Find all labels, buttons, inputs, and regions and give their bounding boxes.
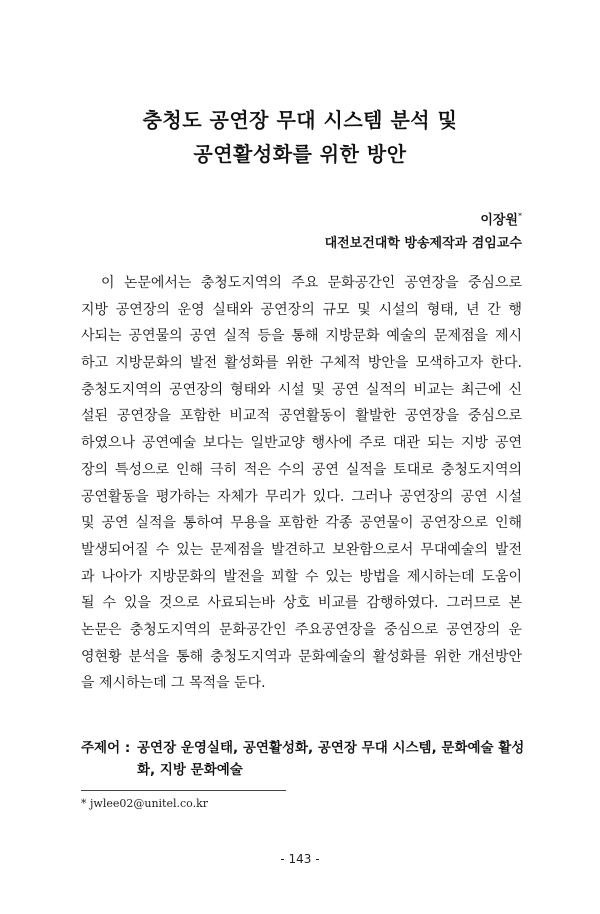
keywords-list (137, 737, 524, 781)
page-number: - 143 - (280, 852, 320, 866)
abstract-line: 공연활동을 평가하는 자체가 무리가 있다. 그러나 공연장의 공연 시설 (81, 488, 522, 505)
abstract-line: 장의 특성으로 인해 극히 적은 수의 공연 실적을 토대로 충청도지역의 (81, 461, 522, 478)
abstract-line: 설된 공연장을 포함한 비교적 공연활동이 활발한 공연장을 중심으로 (81, 408, 522, 425)
author-name (480, 209, 522, 228)
abstract-line: 지방 공연장의 운영 실태와 공연장의 규모 및 시설의 형태, 년 간 행 (81, 301, 522, 318)
keywords-line-2: 화, 지방 문화예술 (137, 762, 243, 778)
abstract-line: 될 수 있을 것으로 사료되는바 상호 비교를 감행하였다. 그러므로 본 (81, 595, 522, 612)
keywords-label: 주제어 : (81, 740, 131, 756)
paper-title-line-1: 충청도 공연장 무대 시스템 분석 및 (142, 108, 458, 132)
abstract-line: 하고 지방문화의 발전 활성화를 위한 구체적 방안을 모색하고자 한다. (81, 355, 522, 372)
footnote-divider (81, 790, 286, 791)
keywords (81, 737, 525, 781)
abstract-line: 영현황 분석을 통해 충청도지역과 문화예술의 활성화를 위한 개선방안 (81, 648, 522, 665)
abstract-line: 과 나아가 지방문화의 발전을 꾀할 수 있는 방법을 제시하는데 도움이 (81, 568, 522, 585)
abstract-line: 및 공연 실적을 통하여 무용을 포함한 각종 공연물이 공연장으로 인해 (81, 515, 522, 532)
keywords-line-1: 공연장 운영실태, 공연활성화, 공연장 무대 시스템, 문화예술 활성 (137, 740, 525, 756)
abstract-line: 논문은 충청도지역의 문화공간인 주요공연장을 중심으로 공연장의 운 (81, 621, 522, 638)
author-name-text: 이장원 (480, 213, 518, 228)
abstract (81, 270, 522, 697)
abstract-line: 충청도지역의 공연장의 형태와 시설 및 공연 실적의 비교는 최근에 신 (81, 381, 522, 398)
author-affiliation: 대전보건대학 방송제작과 겸임교수 (324, 236, 522, 251)
abstract-line: 을 제시하는데 그 목적을 둔다. (81, 675, 266, 692)
abstract-line: 하였으나 공연예술 보다는 일반교양 행사에 주로 대관 되는 지방 공연 (81, 435, 522, 452)
abstract-line: 사되는 공연물의 공연 실적 등을 통해 지방문화 예술의 문제점을 제시 (81, 328, 522, 345)
author-footnote-mark: * (518, 211, 522, 221)
footnote-email: * jwlee02@unitel.co.kr (81, 797, 208, 810)
paper-title-line-2: 공연활성화를 위한 방안 (193, 142, 407, 166)
abstract-line: 이 논문에서는 충청도지역의 주요 문화공간인 공연장을 중심으로 (101, 275, 522, 291)
abstract-line: 발생되어질 수 있는 문제점을 발견하고 보완함으로서 무대예술의 발전 (81, 541, 522, 558)
